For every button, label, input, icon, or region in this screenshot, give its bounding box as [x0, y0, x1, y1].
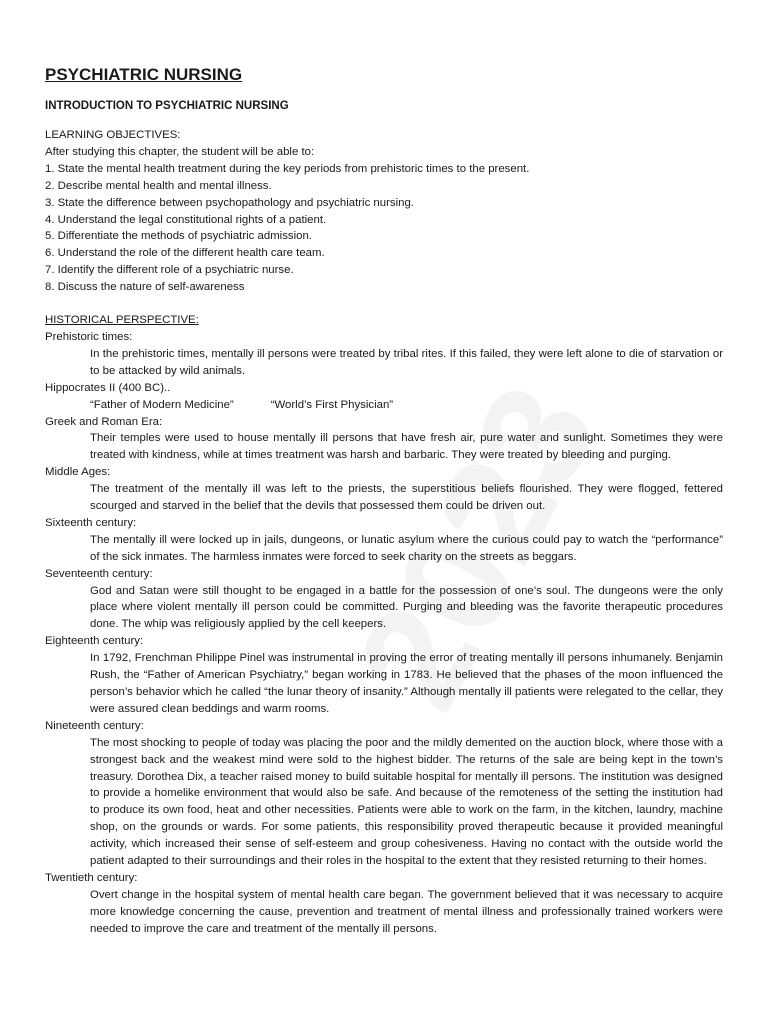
list-item: 4. Understand the legal constitutional rights of a patient.	[45, 213, 327, 226]
list-item: 3. State the difference between psychopathology and psychiatric nursing.	[45, 196, 414, 209]
hippocrates-titles	[90, 397, 723, 414]
list-item: 2. Describe mental health and mental illness.	[45, 179, 272, 192]
list-item: 6. Understand the role of the different health care team.	[45, 247, 325, 260]
list-item: 8. Discuss the nature of self-awareness	[45, 281, 245, 294]
objectives-list	[45, 161, 723, 296]
document-page	[45, 64, 723, 938]
era-heading-middle-ages: Middle Ages:	[45, 466, 111, 479]
era-body-sixteenth: The mentally ill were locked up in jails, dungeons, or lunatic asylum where the curious could pay to watch the “performance” of the sick inmates. The harmless inmates were forced to seek charity on the streets as beggars.	[90, 533, 723, 563]
era-heading-twentieth: Twentieth century:	[45, 871, 138, 884]
hippocrates-quote-2: “World’s First Physician”	[270, 398, 394, 411]
era-heading-eighteenth: Eighteenth century:	[45, 635, 144, 648]
objectives-intro: After studying this chapter, the student will be able to:	[45, 145, 315, 158]
objectives-heading: LEARNING OBJECTIVES:	[45, 129, 181, 141]
era-body-seventeenth: God and Satan were still thought to be engaged in a battle for the possession of one’s soul. The dungeons were the only place where violent mentally ill person could be committed. Purging and bleeding was the favorite therapeutic procedures done. The whip was religiously applied by the cell keepers.	[90, 584, 723, 631]
era-heading-prehistoric: Prehistoric times:	[45, 330, 133, 343]
era-body-nineteenth: The most shocking to people of today was placing the poor and the mildly demented on the auction block, where those with a strongest back and the weakest mind were sold to the highest bidder. The returns of the sale are being kept in the town’s treasury. Dorothea Dix, a teacher raised money to build suitable hospital for mentally ill persons. The institution was designed to provide a homelike environment that would also be safe. And because of the remoteness of the setting the institution had to produce its own food, heat and other necessities. Patients were able to work on the farm, in the kitchen, laundry, machine shop, on the grounds or wards. For some patients, this responsibility proved therapeutic because it provided meaningful activity, which increased their sense of self-esteem and group cohesiveness. Having no contact with the outside world the patient adapted to their surroundings and their roles in the hospital to the extent that they resisted returning to their homes.	[90, 736, 723, 868]
document-title: PSYCHIATRIC NURSING	[45, 65, 243, 84]
hippocrates-quote-1: “Father of Modern Medicine”	[90, 398, 234, 411]
document-subtitle: INTRODUCTION TO PSYCHIATRIC NURSING	[45, 100, 289, 112]
learning-objectives-section	[45, 127, 723, 296]
historical-perspective-section	[45, 312, 723, 938]
era-body-twentieth: Overt change in the hospital system of mental health care began. The government believed that it was necessary to acquire more knowledge concerning the cause, prevention and treatment of mental illness and professionally trained workers were needed to improve the care and treatment of the mentally ill persons.	[90, 888, 723, 935]
era-body-greek-roman: Their temples were used to house mentally ill persons that have fresh air, pure water and sunlight. Sometimes they were treated with kindness, while at times treatment was harsh and barbaric. They were treated by bleeding and purging.	[90, 432, 723, 462]
history-heading: HISTORICAL PERSPECTIVE:	[45, 314, 199, 327]
list-item: 1. State the mental health treatment during the key periods from prehistoric times to the present.	[45, 162, 530, 175]
era-heading-nineteenth: Nineteenth century:	[45, 719, 144, 732]
era-body-middle-ages: The treatment of the mentally ill was left to the priests, the superstitious beliefs flourished. They were flogged, fettered scourged and starved in the belief that the devils that possessed them could be driven out.	[90, 483, 723, 513]
era-heading-seventeenth: Seventeenth century:	[45, 567, 153, 580]
era-body-eighteenth: In 1792, Frenchman Philippe Pinel was instrumental in proving the error of treating mentally ill persons inhumanely. Benjamin Rush, the “Father of American Psychiatry,” began working in 1783. He believed that the phases of the moon influenced the person’s behavior which he called “the lunar theory of insanity.” Although mentally ill patients were relegated to the cellar, they were assured clean beddings and warm rooms.	[90, 652, 723, 715]
era-body-prehistoric: In the prehistoric times, mentally ill persons were treated by tribal rites. If this failed, they were left alone to die of starvation or to be attacked by wild animals.	[90, 347, 723, 377]
list-item: 5. Differentiate the methods of psychiatric admission.	[45, 230, 312, 243]
era-heading-hippocrates: Hippocrates II (400 BC)..	[45, 381, 171, 394]
list-item: 7. Identify the different role of a psychiatric nurse.	[45, 264, 294, 277]
era-heading-greek-roman: Greek and Roman Era:	[45, 415, 163, 428]
era-heading-sixteenth: Sixteenth century:	[45, 516, 137, 529]
